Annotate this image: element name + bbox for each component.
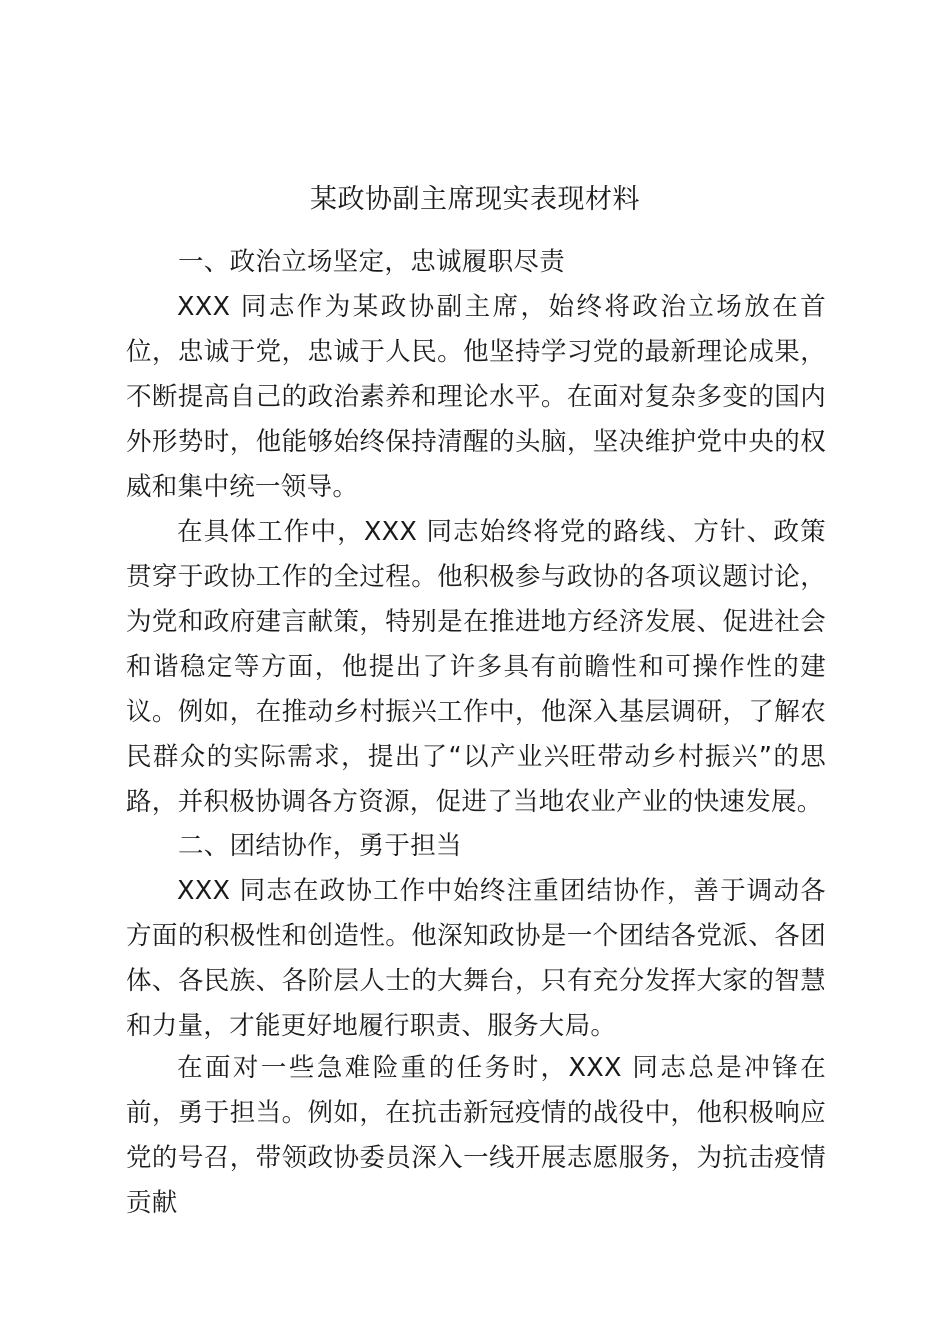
document-title: 某政协副主席现实表现材料 xyxy=(310,184,640,215)
section2-paragraph-2: 在面对一些急难险重的任务时，XXX 同志总是冲锋在前，勇于担当。例如，在抗击新冠疫情的战役中，他积极响应党的号召，带领政协委员深入一线开展志愿服务，为抗击疫情贡献 xyxy=(126,1053,826,1218)
section1-paragraph-2: 在具体工作中，XXX 同志始终将党的路线、方针、政策贯穿于政协工作的全过程。他积极参与政协的各项议题讨论，为党和政府建言献策，特别是在推进地方经济发展、促进社会和谐稳定等方面，他提出了许多具有前瞻性和可操作性的建议。例如，在推动乡村振兴工作中，他深入基层调研，了解农民群众的实际需求，提出了“以产业兴旺带动乡村振兴”的思路，并积极协调各方资源，促进了当地农业产业的快速发展。 xyxy=(126,517,826,817)
section2-paragraph-1: XXX 同志在政协工作中始终注重团结协作，善于调动各方面的积极性和创造性。他深知政协是一个团结各党派、各团体、各民族、各阶层人士的大舞台，只有充分发挥大家的智慧和力量，才能更好地履行职责、服务大局。 xyxy=(126,876,826,1041)
section1-paragraph-1: XXX 同志作为某政协副主席，始终将政治立场放在首位，忠诚于党，忠诚于人民。他坚持学习党的最新理论成果，不断提高自己的政治素养和理论水平。在面对复杂多变的国内外形势时，他能够始终保持清醒的头脑，坚决维护党中央的权威和集中统一领导。 xyxy=(126,292,826,502)
section-heading-2: 二、团结协作，勇于担当 xyxy=(178,831,462,861)
section-heading-1: 一、政治立场坚定，忠诚履职尽责 xyxy=(178,247,566,277)
